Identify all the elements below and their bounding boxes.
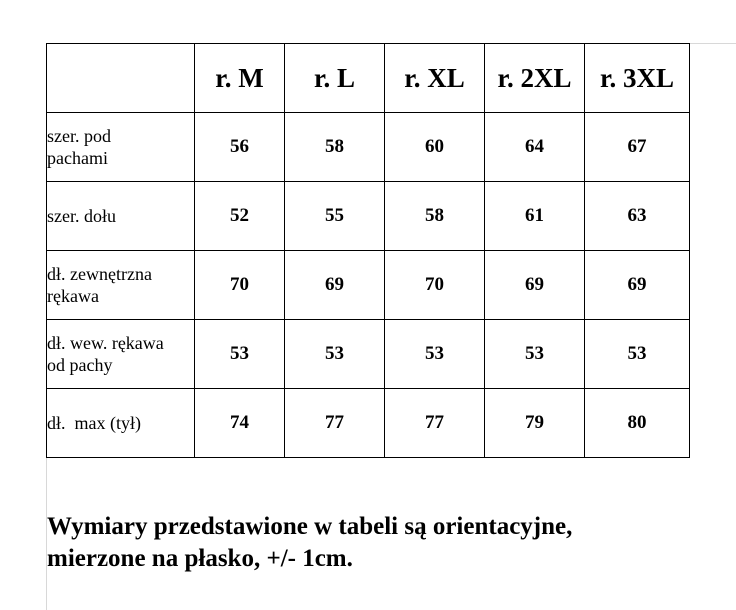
column-header: r. XL xyxy=(385,44,485,113)
table-cell: 70 xyxy=(195,251,285,320)
table-cell: 74 xyxy=(195,389,285,458)
table-cell: 70 xyxy=(385,251,485,320)
table-row xyxy=(47,113,690,182)
column-header: r. 3XL xyxy=(585,44,690,113)
column-header: r. M xyxy=(195,44,285,113)
table-cell: 69 xyxy=(485,251,585,320)
size-table xyxy=(46,43,690,458)
corner-cell xyxy=(47,44,195,113)
note-line: mierzone na płasko, +/- 1cm. xyxy=(47,545,353,572)
table-cell: 77 xyxy=(385,389,485,458)
row-label xyxy=(47,251,195,320)
table-row xyxy=(47,320,690,389)
table-cell: 58 xyxy=(285,113,385,182)
table-cell: 60 xyxy=(385,113,485,182)
table-cell: 53 xyxy=(385,320,485,389)
table-cell: 53 xyxy=(285,320,385,389)
column-header: r. 2XL xyxy=(485,44,585,113)
table-cell: 63 xyxy=(585,182,690,251)
column-header: r. L xyxy=(285,44,385,113)
note-line: Wymiary przedstawione w tabeli są orientacyjne, xyxy=(47,513,573,540)
table-cell: 79 xyxy=(485,389,585,458)
row-label-line: pachami xyxy=(47,148,108,168)
table-cell: 64 xyxy=(485,113,585,182)
table-row xyxy=(47,389,690,458)
row-label xyxy=(47,113,195,182)
page-edge-top xyxy=(690,43,736,44)
row-label xyxy=(47,320,195,389)
row-label xyxy=(47,182,195,251)
row-label-line: szer. dołu xyxy=(47,206,116,226)
table-cell: 80 xyxy=(585,389,690,458)
table-cell: 53 xyxy=(195,320,285,389)
row-label-line: rękawa xyxy=(47,286,99,306)
row-label-line: dł. zewnętrzna xyxy=(47,264,152,284)
table-cell: 69 xyxy=(285,251,385,320)
row-label-line: szer. pod xyxy=(47,126,111,146)
table-cell: 69 xyxy=(585,251,690,320)
row-label-line: dł. max (tył) xyxy=(47,413,141,433)
row-label xyxy=(47,389,195,458)
table-cell: 77 xyxy=(285,389,385,458)
table-cell: 58 xyxy=(385,182,485,251)
measurement-note xyxy=(47,511,707,575)
table-cell: 55 xyxy=(285,182,385,251)
table-cell: 61 xyxy=(485,182,585,251)
row-label-line: dł. wew. rękawa xyxy=(47,333,164,353)
table-cell: 52 xyxy=(195,182,285,251)
table-cell: 67 xyxy=(585,113,690,182)
table-cell: 53 xyxy=(485,320,585,389)
table-row xyxy=(47,251,690,320)
table-header-row xyxy=(47,44,690,113)
table-cell: 53 xyxy=(585,320,690,389)
table-row xyxy=(47,182,690,251)
row-label-line: od pachy xyxy=(47,355,113,375)
table-cell: 56 xyxy=(195,113,285,182)
